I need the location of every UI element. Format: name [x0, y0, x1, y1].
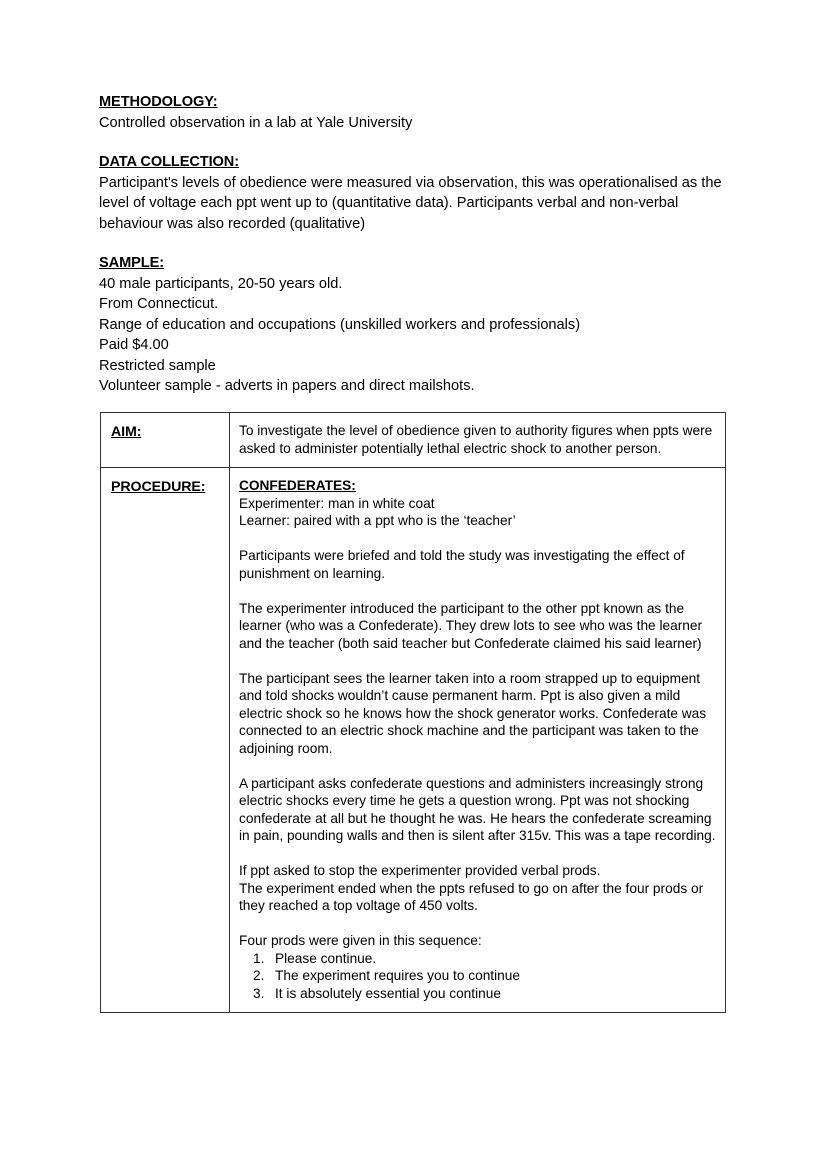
table-cell-procedure-body [230, 468, 726, 1013]
study-details-table [100, 412, 726, 1013]
list-item-number: 2. [253, 968, 265, 983]
procedure-body-wrap [230, 468, 725, 1012]
list-item [239, 950, 716, 968]
list-item-number: 1. [253, 950, 265, 966]
table-cell-aim-label [101, 413, 230, 468]
sample-line-location: From Connecticut. [99, 296, 219, 312]
aim-label-wrap [101, 413, 229, 452]
list-item [239, 967, 716, 985]
table-row-aim [101, 413, 726, 468]
sample-line-payment: Paid $4.00 [99, 337, 169, 353]
procedure-paragraph-shocks: A participant asks confederate questions and administers increasingly strong electric shocks every time he gets a question wrong. Ppt was not shocking confederate at all but he thought he was. He hears the confederate screaming in pain, pounding walls and then is silent after 315v. This was a tape recording. [239, 775, 716, 843]
row-label-aim: AIM: [111, 424, 142, 440]
section-data-collection [99, 152, 729, 234]
data-collection-text: Participant's levels of obedience were measured via observation, this was operationalised as the level of voltage each ppt went up to (quantitative data). Participants verbal and non-verbal behaviour was also recorded (qualitative) [99, 174, 722, 232]
procedure-prods-line-2: The experiment ended when the ppts refused to go on after the four prods or they reached a top voltage of 450 volts. [239, 880, 704, 913]
section-heading-methodology: METHODOLOGY: [99, 94, 218, 110]
procedure-label-wrap [101, 468, 229, 507]
list-item-label: It is absolutely essential you continue [275, 985, 501, 1001]
procedure-paragraph-setup: The participant sees the learner taken into a room strapped up to equipment and told shocks wouldn’t cause permanent harm. Ppt is also given a mild electric shock so he knows how the shock generator works. Confederate was connected to an electric shock machine and the participant was taken to the adjoining room. [239, 670, 707, 756]
sample-line-restricted: Restricted sample [99, 357, 216, 374]
sample-line-volunteer: Volunteer sample - adverts in papers and direct mailshots. [99, 378, 475, 394]
list-item-label: The experiment requires you to continue [275, 968, 520, 983]
table-cell-procedure-label [101, 468, 230, 1013]
table-row-procedure [101, 468, 726, 1013]
methodology-text: Controlled observation in a lab at Yale University [99, 114, 413, 131]
aim-text: To investigate the level of obedience given to authority figures when ppts were asked to administer potentially lethal electric shock to another person. [239, 423, 713, 456]
procedure-paragraph-introduction: The experimenter introduced the participant to the other ppt known as the learner (who was a Confederate). They drew lots to see who was the learner and the teacher (both said teacher but Confederate claimed his said learner) [239, 600, 703, 651]
row-label-procedure: PROCEDURE: [111, 479, 206, 495]
list-item [239, 985, 716, 1003]
procedure-prods-line-1: If ppt asked to stop the experimenter provided verbal prods. [239, 863, 601, 878]
aim-body-wrap [230, 413, 725, 467]
confederate-experimenter-line: Experimenter: man in white coat [239, 495, 435, 511]
procedure-sequence-intro: Four prods were given in this sequence: [239, 933, 482, 948]
procedure-paragraph-briefing: Participants were briefed and told the study was investigating the effect of punishment on learning. [239, 548, 685, 581]
sample-line-education: Range of education and occupations (unskilled workers and professionals) [99, 316, 581, 333]
section-methodology [99, 92, 729, 133]
list-item-number: 3. [253, 985, 265, 1001]
section-heading-data-collection: DATA COLLECTION: [99, 154, 239, 170]
table-cell-aim-body [230, 413, 726, 468]
section-heading-sample: SAMPLE: [99, 255, 164, 271]
prods-sequence-list [239, 950, 716, 1003]
sample-line-participants: 40 male participants, 20-50 years old. [99, 275, 343, 292]
procedure-subheading-confederates: CONFEDERATES: [239, 478, 356, 493]
list-item-label: Please continue. [275, 950, 377, 966]
confederate-learner-line: Learner: paired with a ppt who is the ‘teacher’ [239, 513, 516, 528]
section-sample [99, 253, 729, 397]
document-body [99, 92, 729, 397]
